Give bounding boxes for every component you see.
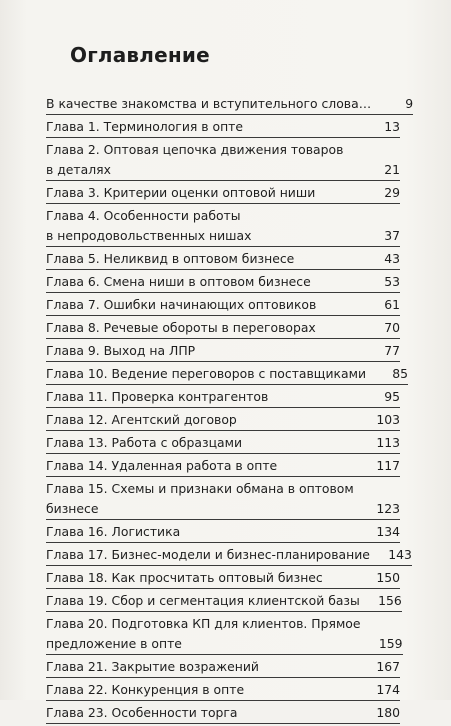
toc-entry-line: Глава 21. Закрытие возражений (46, 657, 358, 678)
toc-entry (46, 249, 400, 272)
toc-page-number: 70 (358, 318, 400, 339)
toc-page-number: 167 (358, 657, 400, 678)
toc-entry-line: Глава 23. Особенности торга (46, 703, 358, 724)
toc-entry-title (46, 387, 358, 410)
toc-entry (46, 568, 400, 591)
toc-entry (46, 94, 414, 117)
toc-entry-line: Глава 3. Критерии оценки оптовой ниши (46, 183, 358, 204)
toc-entry-title (46, 318, 358, 341)
toc-entry (46, 318, 400, 341)
toc-page-number: 95 (358, 387, 400, 408)
toc-entry-title (46, 249, 358, 272)
toc-entry-line: Глава 8. Речевые обороты в переговорах (46, 318, 358, 339)
toc-entry (46, 591, 400, 614)
toc-entry-line: Глава 4. Особенности работы (46, 208, 241, 223)
toc-entry-line: предложение в опте (46, 634, 361, 655)
toc-entry-line: Глава 19. Сбор и сегментация клиентской базы (46, 591, 360, 612)
toc-entry-line: Глава 18. Как просчитать оптовый бизнес (46, 568, 358, 589)
toc-entry-title (46, 364, 366, 387)
toc-page-number: 9 (371, 94, 413, 115)
toc-page-number: 123 (358, 499, 400, 520)
toc-page-number: 37 (358, 226, 400, 247)
toc-entry (46, 364, 409, 387)
toc-entry-line: Глава 11. Проверка контрагентов (46, 387, 358, 408)
toc-entry (46, 295, 400, 318)
toc-entry-title (46, 341, 358, 364)
toc-entry (46, 657, 400, 680)
toc-page-number: 174 (358, 680, 400, 701)
page-title: Оглавление (70, 43, 210, 67)
toc-entry (46, 433, 400, 456)
toc-entry-line: Глава 7. Ошибки начинающих оптовиков (46, 295, 358, 316)
toc-page-number: 134 (358, 522, 400, 543)
toc-entry-line: в непродовольственных нишах (46, 226, 358, 247)
toc-entry-title (46, 433, 358, 456)
toc-entry-title (46, 522, 358, 545)
toc-entry-title (46, 410, 358, 433)
toc-page-number: 103 (358, 410, 400, 431)
toc-entry-title (46, 545, 370, 568)
toc-entry (46, 522, 400, 545)
toc-entry-title (46, 140, 358, 183)
toc-entry-line: Глава 22. Конкуренция в опте (46, 680, 358, 701)
toc-entry-line: В качестве знакомства и вступительного слова… (46, 94, 371, 115)
toc-entry (46, 703, 400, 726)
toc-entry (46, 456, 400, 479)
toc-page-number: 143 (370, 545, 412, 566)
toc-entry-line: бизнесе (46, 499, 358, 520)
toc-entry-line: Глава 6. Смена ниши в оптовом бизнесе (46, 272, 358, 293)
toc-entry (46, 387, 400, 410)
toc-page-number: 85 (366, 364, 408, 385)
toc-page-number: 180 (358, 703, 400, 724)
toc-entry-title (46, 94, 371, 117)
toc-page-number: 53 (358, 272, 400, 293)
toc-entry-line: Глава 10. Ведение переговоров с поставщиками (46, 364, 366, 385)
toc-page-number: 159 (361, 634, 403, 655)
toc-entry-title (46, 479, 358, 522)
toc-entry (46, 140, 400, 183)
toc-entry-line: Глава 14. Удаленная работа в опте (46, 456, 358, 477)
toc-entry-line: Глава 9. Выход на ЛПР (46, 341, 358, 362)
toc-entry-line: Глава 15. Схемы и признаки обмана в оптовом (46, 481, 354, 496)
toc-entry-title (46, 206, 358, 249)
toc-page-number: 29 (358, 183, 400, 204)
toc-entry (46, 479, 400, 522)
toc-page-number: 150 (358, 568, 400, 589)
toc-entry-title (46, 591, 360, 614)
toc-entry-title (46, 703, 358, 726)
toc-page-number: 156 (360, 591, 402, 612)
toc-entry (46, 206, 400, 249)
toc-entry-line: Глава 12. Агентский договор (46, 410, 358, 431)
toc-entry-line: Глава 13. Работа с образцами (46, 433, 358, 454)
toc-entry-title (46, 117, 358, 140)
toc-page-number: 61 (358, 295, 400, 316)
toc-entry-line: Глава 16. Логистика (46, 522, 358, 543)
toc-page-number: 21 (358, 160, 400, 181)
toc-entry-title (46, 456, 358, 479)
toc-entry (46, 183, 400, 206)
toc-entry-line: в деталях (46, 160, 358, 181)
toc-entry-title (46, 272, 358, 295)
toc-entry-title (46, 183, 358, 206)
toc-entry-line: Глава 20. Подготовка КП для клиентов. Прямое (46, 616, 361, 631)
toc-entry-title (46, 614, 361, 657)
toc-entry-line: Глава 17. Бизнес-модели и бизнес-планирование (46, 545, 370, 566)
toc-entry (46, 614, 403, 657)
toc-entry-line: Глава 5. Неликвид в оптовом бизнесе (46, 249, 358, 270)
toc-entry-title (46, 657, 358, 680)
toc-page-number: 77 (358, 341, 400, 362)
toc-page-number: 113 (358, 433, 400, 454)
toc-entry (46, 341, 400, 364)
toc-entry-line: Глава 1. Терминология в опте (46, 117, 358, 138)
toc-entry-line: Глава 2. Оптовая цепочка движения товаров (46, 142, 344, 157)
toc-entry (46, 410, 400, 433)
toc-page-number: 43 (358, 249, 400, 270)
toc-page-number: 13 (358, 117, 400, 138)
table-of-contents (46, 94, 414, 726)
toc-entry (46, 272, 400, 295)
toc-page-number: 117 (358, 456, 400, 477)
toc-entry (46, 117, 400, 140)
toc-entry-title (46, 568, 358, 591)
toc-entry-title (46, 295, 358, 318)
toc-entry (46, 545, 412, 568)
